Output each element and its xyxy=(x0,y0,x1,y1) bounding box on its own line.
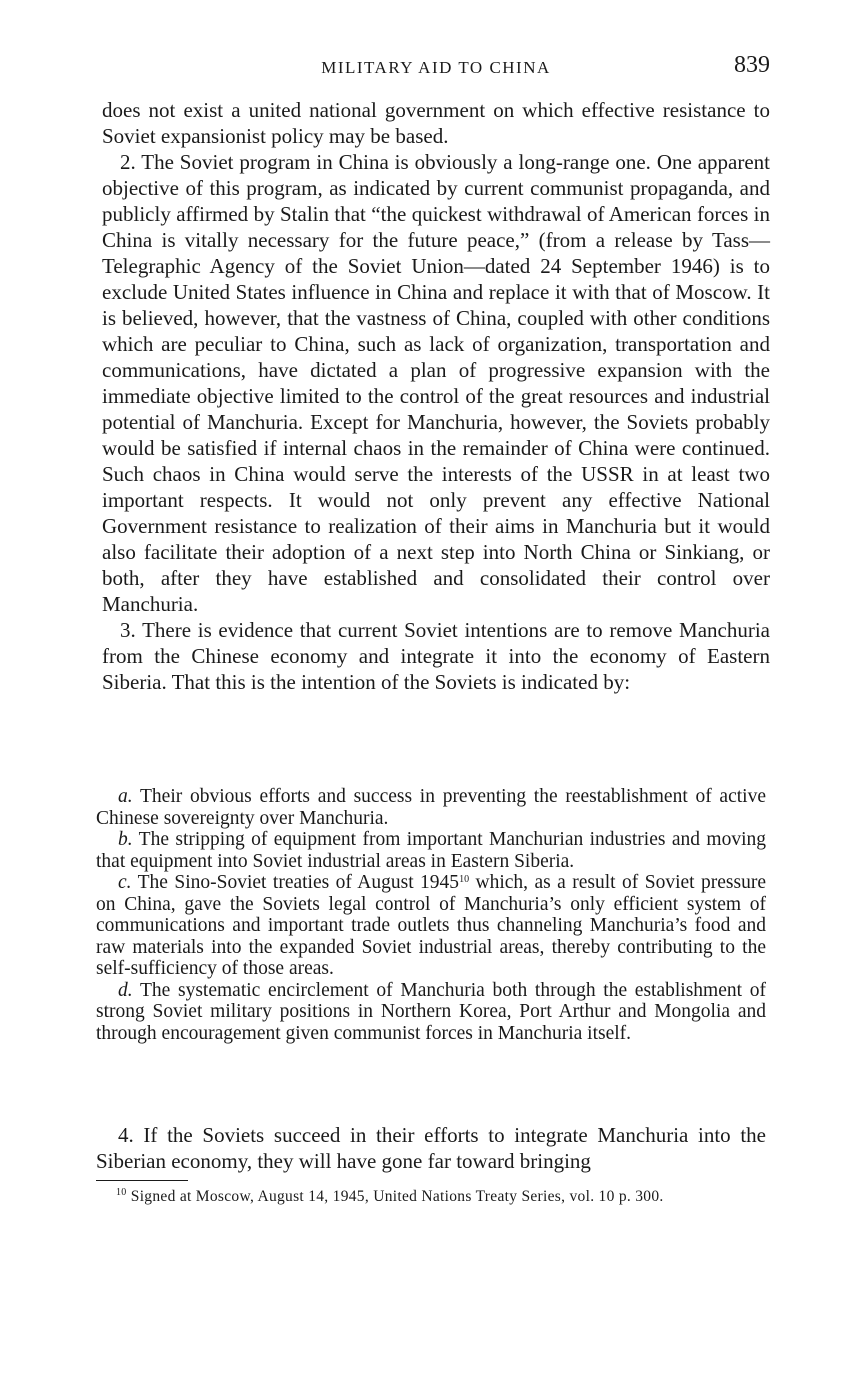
list-item-a xyxy=(96,786,766,829)
evidence-list xyxy=(96,786,766,1044)
paragraph-3: 3. There is evidence that current Soviet intentions are to remove Manchuria from the Chinese economy and integrate it into the economy of Eastern Siberia. That this is the intention of the Soviets is indicated by: xyxy=(102,618,770,694)
list-item-b xyxy=(96,829,766,872)
footnote-marker: 10 xyxy=(116,1187,127,1198)
list-text: The Sino-Soviet treaties of August 1945 xyxy=(131,872,460,893)
list-text: The stripping of equipment from important Manchurian industries and moving that equipment into Soviet industrial areas in Eastern Siberia. xyxy=(96,829,766,872)
list-text: which, as a result of Soviet pressure on China, gave the Soviets legal control of Manchuria’s only efficient system of communications and important trade outlets thus channeling Manchuria’s food and raw materials into the expanded Soviet industrial areas, thereby contributing to the self-sufficiency of those areas. xyxy=(96,872,766,979)
footnote xyxy=(96,1188,764,1206)
list-text: Their obvious efforts and success in preventing the reestablishment of active Chinese sovereignty over Manchuria. xyxy=(96,786,766,829)
footnote-text: Signed at Moscow, August 14, 1945, United Nations Treaty Series, vol. 10 p. 300. xyxy=(126,1188,664,1205)
running-head xyxy=(102,52,770,82)
list-item-d xyxy=(96,980,766,1045)
body-text xyxy=(102,97,770,695)
list-letter: d. xyxy=(118,979,133,1001)
page-number: 839 xyxy=(734,52,770,78)
list-text: The systematic encirclement of Manchuria both through the establishment of strong Soviet military positions in Northern Korea, Port Arthur and Mongolia and through encouragement given communist forces in Manchuria itself. xyxy=(96,979,766,1044)
paragraph-continued: does not exist a united national government on which effective resistance to Soviet expansionist policy may be based. xyxy=(102,98,770,148)
paragraph-4-block xyxy=(96,1122,766,1174)
paragraph-2: 2. The Soviet program in China is obviously a long-range one. One apparent objective of this program, as indicated by current communist propaganda, and publicly affirmed by Stalin that “the quickest withdrawal of American forces in China is vitally necessary for the future peace,” (from a release by Tass—Telegraphic Agency of the Soviet Union—dated 24 September 1946) is to exclude United States influence in China and replace it with that of Moscow. It is believed, however, that the vastness of China, coupled with other conditions which are peculiar to China, such as lack of organization, transportation and communications, have dictated a plan of progressive expansion with the immediate objective limited to the control of the great resources and industrial potential of Manchuria. Except for Manchuria, however, the Soviets probably would be satisfied if internal chaos in the remainder of China were continued. Such chaos in China would serve the interests of the USSR in at least two important respects. It would not only prevent any effective National Government resistance to realization of their aims in Manchuria but it would also facilitate their adoption of a next step into North China or Sinkiang, or both, after they have established and consolidated their control over Manchuria. xyxy=(102,150,770,616)
list-letter: b. xyxy=(118,829,133,850)
footnote-reference: 10 xyxy=(459,874,470,885)
running-title: MILITARY AID TO CHINA xyxy=(321,58,551,77)
paragraph-4: 4. If the Soviets succeed in their efforts to integrate Manchuria into the Siberian economy, they will have gone far toward bringing xyxy=(96,1123,766,1173)
list-letter: c. xyxy=(118,872,132,893)
list-item-c xyxy=(96,872,766,980)
list-letter: a. xyxy=(118,786,133,807)
footnote-rule xyxy=(96,1180,188,1181)
